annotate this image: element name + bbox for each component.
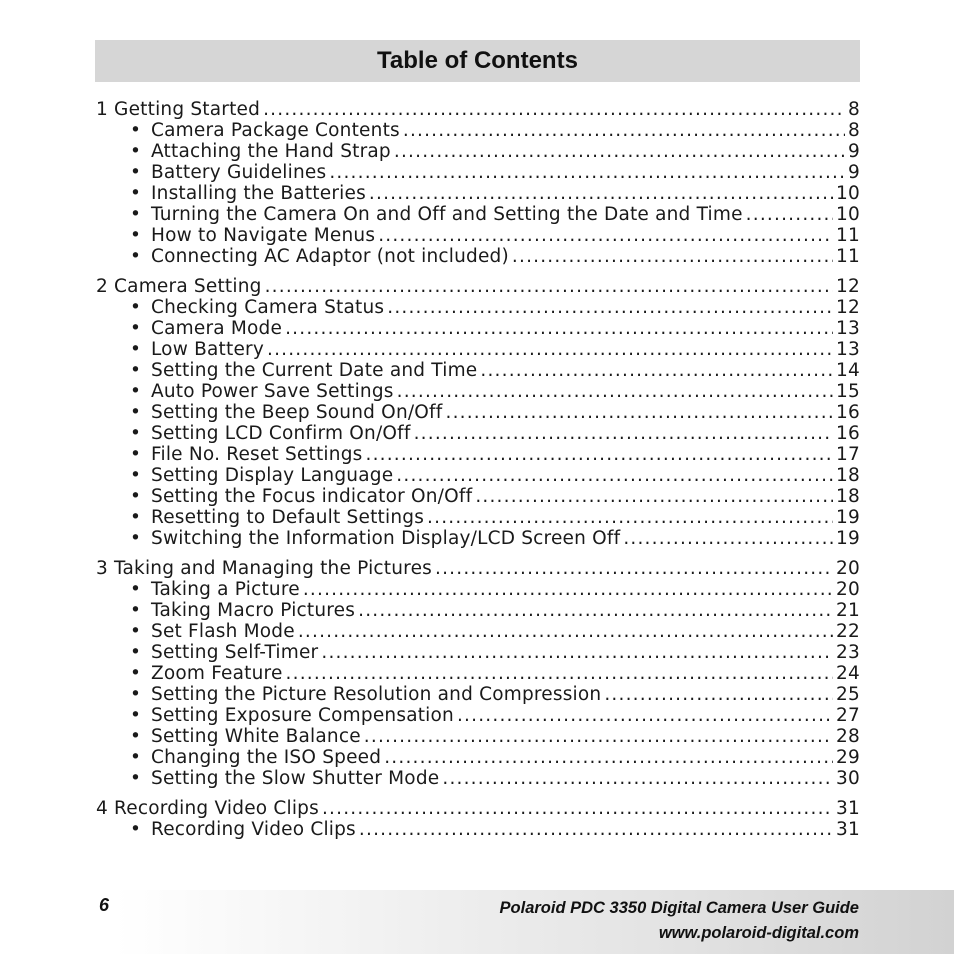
bullet-icon: • — [130, 141, 142, 162]
toc-subentry[interactable] — [96, 141, 860, 162]
toc-subentry[interactable] — [96, 642, 860, 663]
toc-entry-label: Checking Camera Status — [151, 297, 385, 318]
toc-entry-page: 25 — [836, 684, 860, 705]
toc-entry-page: 20 — [836, 579, 860, 600]
bullet-icon: • — [130, 246, 142, 267]
toc-entry-label: Setting the Slow Shutter Mode — [151, 768, 440, 789]
toc-entry-page: 18 — [836, 465, 860, 486]
toc-entry-label: Low Battery — [151, 339, 264, 360]
toc-section — [96, 99, 860, 267]
toc-entry-label: Setting the Beep Sound On/Off — [151, 402, 443, 423]
dot-leader — [445, 402, 833, 423]
toc-section — [96, 798, 860, 840]
dot-leader — [303, 579, 833, 600]
toc-entry-page: 13 — [836, 339, 860, 360]
toc-entry-page: 11 — [836, 225, 860, 246]
toc-entry-label: Resetting to Default Settings — [151, 507, 425, 528]
toc-entry-label: 1 Getting Started — [96, 99, 261, 120]
bullet-icon: • — [130, 486, 142, 507]
toc-subentry[interactable] — [96, 768, 860, 789]
dot-leader — [427, 507, 833, 528]
toc-entry-label: Taking a Picture — [151, 579, 300, 600]
bullet-icon: • — [130, 528, 142, 549]
bullet-icon: • — [130, 162, 142, 183]
toc-entry-page: 28 — [836, 726, 860, 747]
dot-leader — [475, 486, 833, 507]
bullet-icon: • — [130, 444, 142, 465]
page-title: Table of Contents — [377, 47, 578, 74]
bullet-icon: • — [130, 768, 142, 789]
toc-entry-label: Battery Guidelines — [151, 162, 327, 183]
toc-section — [96, 558, 860, 789]
dot-leader — [414, 423, 833, 444]
bullet-icon: • — [130, 465, 142, 486]
toc-subentry[interactable] — [96, 339, 860, 360]
toc-entry-page: 19 — [836, 507, 860, 528]
toc-entry-page: 8 — [848, 99, 860, 120]
toc-entry-page: 16 — [836, 402, 860, 423]
bullet-icon: • — [130, 642, 142, 663]
dot-leader — [396, 465, 833, 486]
toc-entry-label: 4 Recording Video Clips — [96, 798, 319, 819]
toc-subentry[interactable] — [96, 318, 860, 339]
dot-leader — [403, 120, 845, 141]
toc-entry-page: 21 — [836, 600, 860, 621]
dot-leader — [359, 819, 833, 840]
dot-leader — [746, 204, 833, 225]
toc-entry-page: 31 — [836, 798, 860, 819]
toc-entry-page: 20 — [836, 558, 860, 579]
dot-leader — [322, 798, 833, 819]
toc-entry-label: Camera Package Contents — [151, 120, 400, 141]
bullet-icon: • — [130, 726, 142, 747]
bullet-icon: • — [130, 621, 142, 642]
bullet-icon: • — [130, 225, 142, 246]
bullet-icon: • — [130, 579, 142, 600]
toc-entry-label: Recording Video Clips — [151, 819, 356, 840]
bullet-icon: • — [130, 402, 142, 423]
toc-entry-label: Installing the Batteries — [151, 183, 366, 204]
toc-entry-label: Turning the Camera On and Off and Setting the Date and Time — [151, 204, 743, 225]
bullet-icon: • — [130, 339, 142, 360]
toc-entry-page: 8 — [848, 120, 860, 141]
footer-url: www.polaroid-digital.com — [658, 924, 859, 942]
dot-leader — [387, 297, 833, 318]
toc-subentry[interactable] — [96, 579, 860, 600]
bullet-icon: • — [130, 360, 142, 381]
toc-entry-page: 19 — [836, 528, 860, 549]
toc-entry-label: File No. Reset Settings — [151, 444, 363, 465]
toc-entry-label: Setting the Focus indicator On/Off — [151, 486, 473, 507]
dot-leader — [435, 558, 833, 579]
toc-entry-label: 3 Taking and Managing the Pictures — [96, 558, 433, 579]
toc-entry-label: How to Navigate Menus — [151, 225, 376, 246]
toc-subentry[interactable] — [96, 246, 860, 267]
dot-leader — [604, 684, 833, 705]
dot-leader — [512, 246, 833, 267]
toc-subentry[interactable] — [96, 402, 860, 423]
dot-leader — [378, 225, 833, 246]
bullet-icon: • — [130, 600, 142, 621]
toc-entry-page: 18 — [836, 486, 860, 507]
dot-leader — [321, 642, 833, 663]
toc-entry-label: 2 Camera Setting — [96, 276, 262, 297]
dot-leader — [394, 141, 845, 162]
toc-subentry[interactable] — [96, 297, 860, 318]
bullet-icon: • — [130, 204, 142, 225]
toc-subentry[interactable] — [96, 444, 860, 465]
dot-leader — [298, 621, 833, 642]
toc-entry-label: Zoom Feature — [151, 663, 283, 684]
dot-leader — [263, 99, 845, 120]
toc-subentry[interactable] — [96, 204, 860, 225]
toc-subentry[interactable] — [96, 162, 860, 183]
toc-section — [96, 276, 860, 549]
toc-subentry[interactable] — [96, 507, 860, 528]
toc-subentry[interactable] — [96, 360, 860, 381]
bullet-icon: • — [130, 297, 142, 318]
toc-subentry[interactable] — [96, 528, 860, 549]
toc-entry-page: 13 — [836, 318, 860, 339]
dot-leader — [329, 162, 845, 183]
toc-subentry[interactable] — [96, 183, 860, 204]
bullet-icon: • — [130, 318, 142, 339]
toc-subentry[interactable] — [96, 225, 860, 246]
dot-leader — [397, 381, 833, 402]
toc-chapter-entry[interactable] — [96, 276, 860, 297]
toc-entry-page: 10 — [836, 183, 860, 204]
toc-subentry[interactable] — [96, 465, 860, 486]
toc-entry-page: 17 — [836, 444, 860, 465]
toc-subentry[interactable] — [96, 663, 860, 684]
dot-leader — [480, 360, 833, 381]
toc-entry-page: 10 — [836, 204, 860, 225]
toc-subentry[interactable] — [96, 621, 860, 642]
bullet-icon: • — [130, 747, 142, 768]
toc-subentry[interactable] — [96, 705, 860, 726]
toc-entry-page: 16 — [836, 423, 860, 444]
table-of-contents — [96, 99, 860, 849]
bullet-icon: • — [130, 381, 142, 402]
bullet-icon: • — [130, 663, 142, 684]
toc-entry-label: Switching the Information Display/LCD Screen Off — [151, 528, 621, 549]
dot-leader — [442, 768, 833, 789]
toc-entry-label: Setting the Current Date and Time — [151, 360, 478, 381]
toc-entry-label: Attaching the Hand Strap — [151, 141, 391, 162]
dot-leader — [267, 339, 833, 360]
toc-entry-label: Setting the Picture Resolution and Compression — [151, 684, 602, 705]
dot-leader — [285, 318, 833, 339]
toc-entry-page: 12 — [836, 276, 860, 297]
toc-entry-label: Camera Mode — [151, 318, 283, 339]
toc-entry-page: 30 — [836, 768, 860, 789]
toc-subentry[interactable] — [96, 747, 860, 768]
toc-subentry[interactable] — [96, 486, 860, 507]
toc-entry-label: Setting Exposure Compensation — [151, 705, 454, 726]
toc-header-bar — [95, 40, 860, 82]
toc-subentry[interactable] — [96, 600, 860, 621]
toc-entry-page: 24 — [836, 663, 860, 684]
bullet-icon: • — [130, 705, 142, 726]
toc-subentry[interactable] — [96, 819, 860, 840]
toc-entry-page: 15 — [836, 381, 860, 402]
toc-entry-page: 14 — [836, 360, 860, 381]
toc-entry-label: Setting Self-Timer — [151, 642, 319, 663]
page-number: 6 — [99, 895, 110, 915]
toc-entry-page: 12 — [836, 297, 860, 318]
toc-entry-page: 9 — [848, 162, 860, 183]
footer-guide-title: Polaroid PDC 3350 Digital Camera User Guide — [499, 899, 859, 917]
dot-leader — [364, 726, 833, 747]
toc-entry-label: Set Flash Mode — [151, 621, 295, 642]
dot-leader — [369, 183, 833, 204]
toc-subentry[interactable] — [96, 423, 860, 444]
toc-subentry[interactable] — [96, 684, 860, 705]
toc-entry-page: 11 — [836, 246, 860, 267]
toc-chapter-entry[interactable] — [96, 558, 860, 579]
bullet-icon: • — [130, 819, 142, 840]
dot-leader — [457, 705, 833, 726]
toc-entry-page: 22 — [836, 621, 860, 642]
toc-entry-page: 27 — [836, 705, 860, 726]
toc-entry-label: Setting White Balance — [151, 726, 361, 747]
toc-chapter-entry[interactable] — [96, 99, 860, 120]
bullet-icon: • — [130, 120, 142, 141]
bullet-icon: • — [130, 507, 142, 528]
toc-entry-label: Setting Display Language — [151, 465, 394, 486]
toc-entry-label: Auto Power Save Settings — [151, 381, 394, 402]
toc-entry-label: Taking Macro Pictures — [151, 600, 356, 621]
toc-entry-label: Changing the ISO Speed — [151, 747, 382, 768]
toc-entry-label: Setting LCD Confirm On/Off — [151, 423, 411, 444]
toc-subentry[interactable] — [96, 726, 860, 747]
bullet-icon: • — [130, 183, 142, 204]
dot-leader — [623, 528, 833, 549]
dot-leader — [384, 747, 833, 768]
toc-subentry[interactable] — [96, 120, 860, 141]
toc-entry-label: Connecting AC Adaptor (not included) — [151, 246, 509, 267]
dot-leader — [365, 444, 833, 465]
dot-leader — [286, 663, 834, 684]
toc-entry-page: 23 — [836, 642, 860, 663]
toc-subentry[interactable] — [96, 381, 860, 402]
dot-leader — [265, 276, 833, 297]
bullet-icon: • — [130, 423, 142, 444]
toc-chapter-entry[interactable] — [96, 798, 860, 819]
toc-entry-page: 29 — [836, 747, 860, 768]
dot-leader — [358, 600, 833, 621]
bullet-icon: • — [130, 684, 142, 705]
toc-entry-page: 9 — [848, 141, 860, 162]
toc-entry-page: 31 — [836, 819, 860, 840]
